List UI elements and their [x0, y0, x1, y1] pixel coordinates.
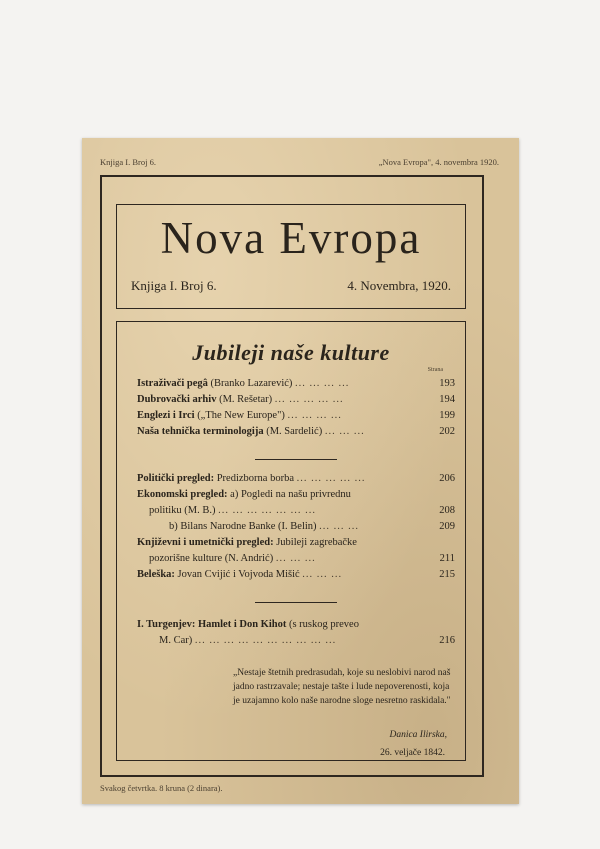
- leader-dots: ... ... ... ...: [295, 378, 350, 389]
- toc-heading: Jubileji naše kulture: [192, 340, 390, 365]
- toc-entry-page: 209: [439, 521, 455, 532]
- running-head-right: „Nova Evropa", 4. novembra 1920.: [378, 157, 499, 167]
- toc-entry-title: Politički pregled:: [137, 473, 215, 484]
- toc-entry-title: Hamlet i Don Kihot: [197, 619, 287, 630]
- toc-entry-text: politiku (M. B.): [149, 505, 216, 516]
- leader-dots: ... ... ...: [302, 569, 343, 580]
- leader-dots: ... ... ...: [319, 521, 360, 532]
- leader-dots: ... ... ... ... ... ... ... ... ... ...: [194, 635, 337, 646]
- masthead-title: Nova Evropa: [160, 213, 422, 263]
- toc-entry: [137, 425, 455, 439]
- toc-entry: [137, 393, 455, 407]
- toc-entry-text: b) Bilans Narodne Banke (I. Belin): [169, 521, 317, 532]
- price-note: Svakog četvrtka. 8 kruna (2 dinara).: [100, 783, 223, 793]
- toc-entry: [137, 377, 455, 391]
- leader-dots: ... ... ... ...: [287, 410, 342, 421]
- toc-entry: [137, 568, 455, 582]
- toc-entry: [137, 409, 455, 423]
- toc-entry-page: 193: [439, 378, 455, 389]
- running-head: [100, 157, 499, 169]
- leader-dots: ... ... ... ... ...: [274, 394, 344, 405]
- toc-entry: [137, 618, 455, 632]
- toc-entry-text: M. Car): [159, 635, 193, 646]
- toc-entry-title: Književni i umetnički pregled:: [137, 537, 274, 548]
- toc-entry-title: Istraživači pegâ: [137, 378, 208, 389]
- toc-entry-title: Englezi i Irci: [137, 410, 195, 421]
- toc-entry-author: („The New Europe"): [197, 410, 285, 421]
- cover-frame: [100, 175, 484, 777]
- masthead-date: 4. Novembra, 1920.: [347, 278, 451, 293]
- masthead: [116, 204, 466, 309]
- toc-entry-title: Naša tehnička terminologija: [137, 426, 264, 437]
- section-divider: [255, 459, 337, 460]
- toc-entry-page: 211: [439, 553, 455, 564]
- toc-entry-page: 216: [439, 635, 455, 646]
- epigraph-quote: [233, 666, 451, 758]
- toc-entry-author: (Branko Lazarević): [210, 378, 293, 389]
- table-of-contents: [116, 321, 466, 761]
- toc-entry-text: Predizborna borba: [216, 473, 294, 484]
- quote-text: „Nestaje štetnih predrasudah, koje su neslobivi narod naš jadno rastrzavale; nestaje tašte i lude nepoverenosti, koja je uzajamno kolo naše narodne sloge nesretno raskidala.": [233, 668, 451, 706]
- toc-entry-text: pozorišne kulture (N. Andrić): [149, 553, 274, 564]
- toc-entry: [159, 634, 455, 648]
- toc-entry-page: 215: [439, 569, 455, 580]
- toc-entry-title: Beleška:: [137, 569, 175, 580]
- toc-entry-page: 206: [439, 473, 455, 484]
- masthead-issue: Knjiga I. Broj 6.: [131, 278, 217, 293]
- leader-dots: ... ... ... ... ...: [296, 473, 366, 484]
- toc-entry-text: a) Pogledi na našu privrednu: [230, 489, 351, 500]
- toc-entry: [149, 552, 455, 566]
- toc-entry: [149, 504, 455, 518]
- quote-date: 26. veljače 1842.: [380, 748, 445, 758]
- magazine-cover: [82, 138, 519, 804]
- toc-entry: [169, 520, 455, 534]
- toc-page-label: Strana: [427, 367, 443, 373]
- running-head-left: Knjiga I. Broj 6.: [100, 157, 156, 167]
- toc-entry-page: 199: [439, 410, 455, 421]
- toc-entry-author: (M. Rešetar): [219, 394, 273, 405]
- toc-entry-author: (M. Sardelić): [266, 426, 323, 437]
- toc-entry: [137, 536, 455, 550]
- toc-entry-text: Jovan Cvijić i Vojvoda Mišić: [177, 569, 300, 580]
- toc-entry-title: Ekonomski pregled:: [137, 489, 228, 500]
- toc-entry: [137, 488, 455, 502]
- leader-dots: ... ... ...: [324, 426, 365, 437]
- leader-dots: ... ... ... ... ... ... ...: [218, 505, 317, 516]
- toc-entry-text: (s ruskog preveo: [288, 619, 359, 630]
- toc-entry-text: Jubileji zagrebačke: [276, 537, 357, 548]
- toc-entry: [137, 472, 455, 486]
- toc-entry-page: 208: [439, 505, 455, 516]
- toc-entry-page: 194: [439, 394, 455, 405]
- quote-signature: Danica Ilirska,: [389, 730, 447, 740]
- toc-entry-author: I. Turgenjev:: [137, 619, 196, 630]
- section-divider: [255, 602, 337, 603]
- leader-dots: ... ... ...: [275, 553, 316, 564]
- toc-entry-title: Dubrovački arhiv: [137, 394, 217, 405]
- toc-entry-page: 202: [439, 426, 455, 437]
